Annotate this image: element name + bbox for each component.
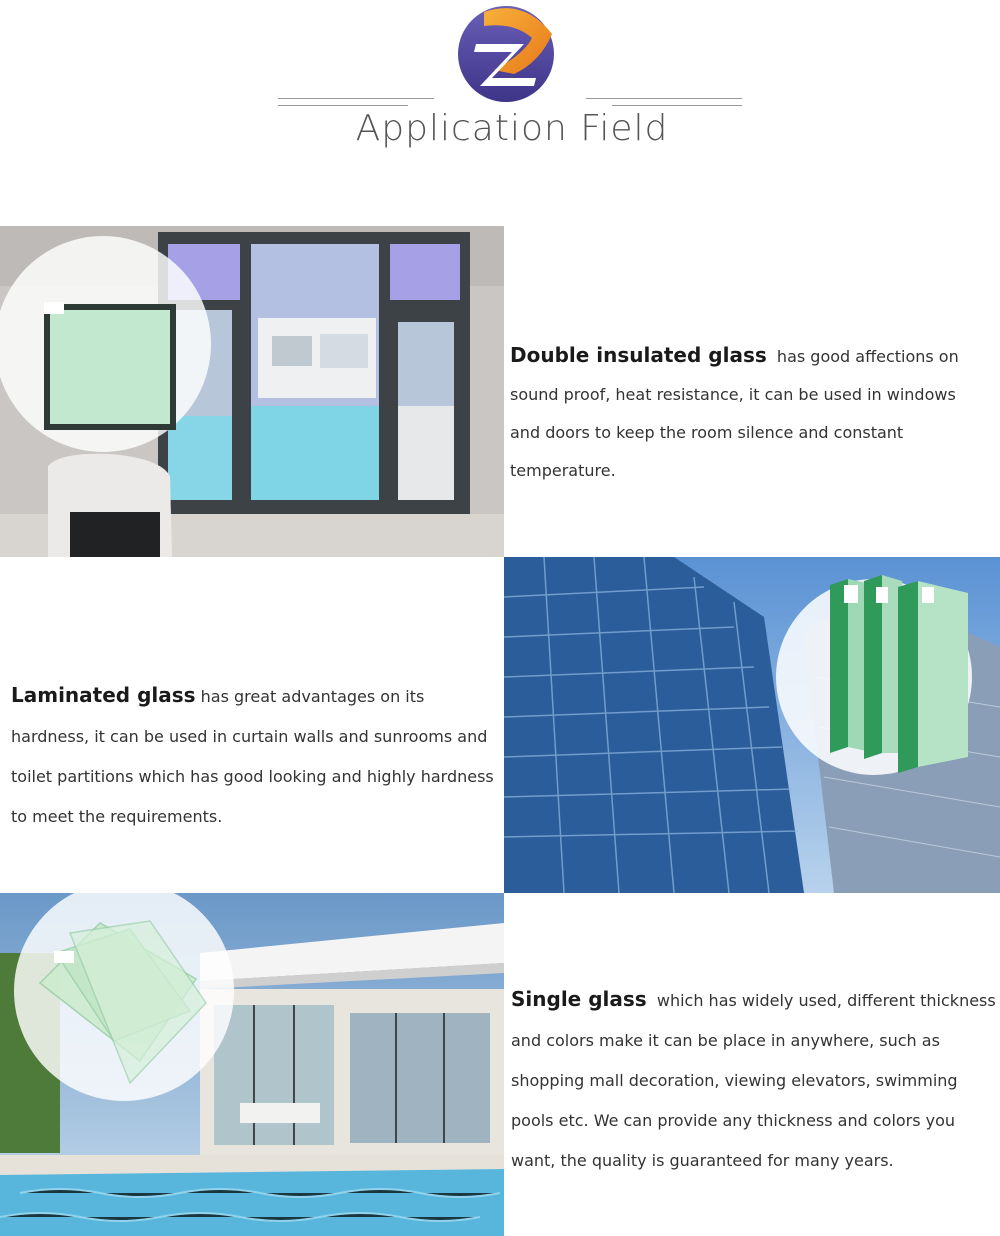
page-title: Application Field <box>355 108 669 149</box>
double-insulated-heading: Double insulated glass <box>510 343 767 367</box>
double-insulated-photo <box>0 226 504 557</box>
page-header <box>0 0 1000 226</box>
double-insulated-description <box>510 336 990 490</box>
laminated-heading: Laminated glass <box>11 683 196 707</box>
double-insulated-body: has good affections on sound proof, heat resistance, it can be used in windows and doors to keep the room silence and constant temperature. <box>510 347 959 480</box>
section-double-insulated <box>0 226 1000 557</box>
divider-right-top <box>586 98 742 99</box>
divider-right-bottom <box>612 105 742 106</box>
single-glass-photo <box>0 893 504 1236</box>
divider-left-bottom <box>278 105 408 106</box>
laminated-description <box>11 675 495 837</box>
company-logo <box>454 4 558 104</box>
laminated-body: has great advantages on its hardness, it can be used in curtain walls and sunrooms and toilet partitions which has good looking and highly hardness to meet the requirements. <box>11 687 494 826</box>
divider-left-top <box>278 98 434 99</box>
single-glass-heading: Single glass <box>511 987 647 1011</box>
section-single <box>0 893 1000 1236</box>
laminated-photo <box>504 557 1000 893</box>
section-laminated <box>0 557 1000 893</box>
single-glass-description <box>511 979 997 1181</box>
single-glass-body: which has widely used, different thickness and colors make it can be place in anywhere, such as shopping mall decoration, viewing elevators, swimming pools etc. We can provide any thickness and colors you want, the quality is guaranteed for many years. <box>511 991 996 1170</box>
